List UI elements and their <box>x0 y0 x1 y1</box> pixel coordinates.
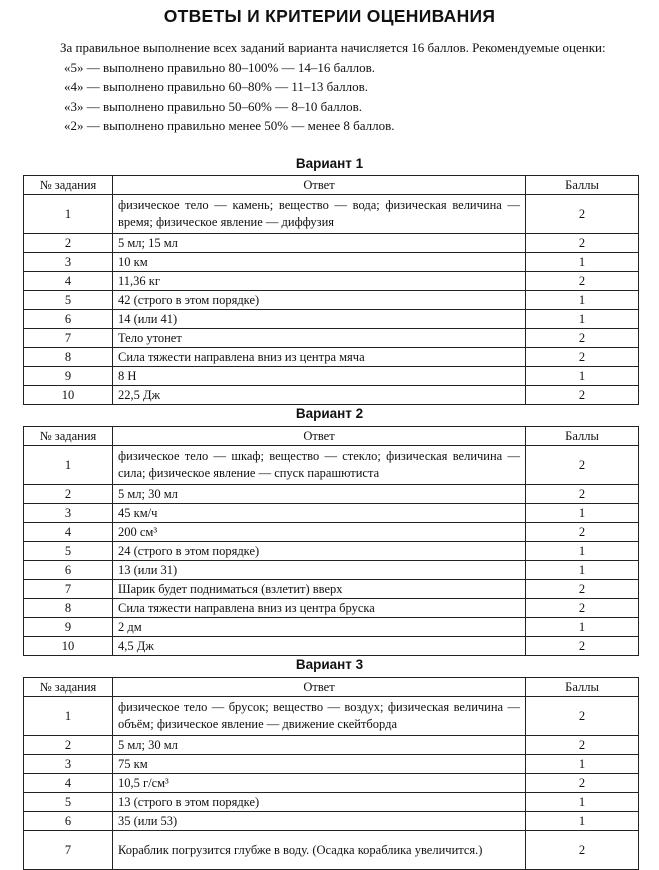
score-cell: 2 <box>526 348 639 367</box>
grade-item: «5» — выполнено правильно 80–100% — 14–16 баллов. <box>64 59 375 75</box>
score-cell: 2 <box>526 736 639 755</box>
score-cell: 2 <box>526 774 639 793</box>
table-row <box>24 542 639 561</box>
answer-cell: Сила тяжести направлена вниз из центра бруска <box>113 599 526 618</box>
score-cell: 2 <box>526 234 639 253</box>
task-number-cell: 2 <box>24 485 113 504</box>
score-cell: 2 <box>526 580 639 599</box>
answer-cell: 5 мл; 15 мл <box>113 234 526 253</box>
score-cell: 2 <box>526 386 639 405</box>
task-number-cell: 7 <box>24 580 113 599</box>
task-number-cell: 10 <box>24 637 113 656</box>
answer-cell: 4,5 Дж <box>113 637 526 656</box>
task-number-cell: 1 <box>24 446 113 485</box>
grade-item: «2» — выполнено правильно менее 50% — менее 8 баллов. <box>64 118 395 133</box>
task-number-cell: 3 <box>24 504 113 523</box>
table-header-row <box>24 176 639 195</box>
table-header-row <box>24 678 639 697</box>
answers-table <box>23 677 639 870</box>
task-number-cell: 6 <box>24 812 113 831</box>
score-cell: 1 <box>526 253 639 272</box>
answer-cell: 11,36 кг <box>113 272 526 291</box>
task-number-cell: 4 <box>24 523 113 542</box>
table-row <box>24 329 639 348</box>
answer-cell: Кораблик погрузится глубже в воду. (Осадка кораблика увеличится.) <box>113 831 526 870</box>
answer-cell: 5 мл; 30 мл <box>113 485 526 504</box>
answer-cell: 35 (или 53) <box>113 812 526 831</box>
task-number-cell: 2 <box>24 234 113 253</box>
answer-cell: Тело утонет <box>113 329 526 348</box>
table-row <box>24 348 639 367</box>
score-cell: 2 <box>526 831 639 870</box>
score-cell: 1 <box>526 367 639 386</box>
table-row <box>24 812 639 831</box>
grade-item: «3» — выполнено правильно 50–60% — 8–10 баллов. <box>64 98 362 114</box>
task-number-cell: 7 <box>24 831 113 870</box>
answer-cell: 10 км <box>113 253 526 272</box>
task-number-cell: 7 <box>24 329 113 348</box>
score-cell: 2 <box>526 195 639 234</box>
table-row <box>24 485 639 504</box>
score-cell: 2 <box>526 599 639 618</box>
score-cell: 2 <box>526 446 639 485</box>
answer-cell: 200 см³ <box>113 523 526 542</box>
table-row <box>24 580 639 599</box>
score-cell: 1 <box>526 561 639 580</box>
task-number-cell: 8 <box>24 348 113 367</box>
task-number-cell: 3 <box>24 253 113 272</box>
variant-title: Вариант 2 <box>295 406 364 421</box>
table-row <box>24 561 639 580</box>
column-header-answer: Ответ <box>113 176 526 195</box>
table-row <box>24 697 639 736</box>
intro-text: За правильное выполнение всех заданий варианта начисляется 16 баллов. Рекомендуемые оценки: <box>60 40 606 55</box>
table-header-row <box>24 427 639 446</box>
table-row <box>24 291 639 310</box>
table-row <box>24 618 639 637</box>
task-number-cell: 6 <box>24 561 113 580</box>
score-cell: 1 <box>526 812 639 831</box>
column-header-score: Баллы <box>526 176 639 195</box>
answer-cell: физическое тело — шкаф; вещество — стекло; физическая величина — сила; физическое явление — спуск парашютиста <box>113 446 526 485</box>
task-number-cell: 9 <box>24 367 113 386</box>
task-number-cell: 3 <box>24 755 113 774</box>
score-cell: 2 <box>526 697 639 736</box>
answers-table <box>23 175 639 405</box>
table-row <box>24 831 639 870</box>
task-number-cell: 5 <box>24 542 113 561</box>
table-row <box>24 310 639 329</box>
task-number-cell: 6 <box>24 310 113 329</box>
task-number-cell: 10 <box>24 386 113 405</box>
column-header-num: № задания <box>24 678 113 697</box>
task-number-cell: 1 <box>24 195 113 234</box>
page-title: ОТВЕТЫ И КРИТЕРИИ ОЦЕНИВАНИЯ <box>163 6 496 26</box>
grade-item: «4» — выполнено правильно 60–80% — 11–13 баллов. <box>64 79 368 94</box>
task-number-cell: 5 <box>24 793 113 812</box>
column-header-answer: Ответ <box>113 678 526 697</box>
column-header-score: Баллы <box>526 427 639 446</box>
column-header-num: № задания <box>24 427 113 446</box>
score-cell: 2 <box>526 329 639 348</box>
score-cell: 1 <box>526 542 639 561</box>
answer-cell: Шарик будет подниматься (взлетит) вверх <box>113 580 526 599</box>
task-number-cell: 4 <box>24 272 113 291</box>
answer-cell: 8 Н <box>113 367 526 386</box>
task-number-cell: 1 <box>24 697 113 736</box>
score-cell: 1 <box>526 310 639 329</box>
column-header-score: Баллы <box>526 678 639 697</box>
score-cell: 1 <box>526 755 639 774</box>
table-row <box>24 755 639 774</box>
table-row <box>24 637 639 656</box>
intro-block <box>30 38 630 136</box>
table-row <box>24 446 639 485</box>
column-header-num: № задания <box>24 176 113 195</box>
table-row <box>24 253 639 272</box>
table-row <box>24 523 639 542</box>
score-cell: 1 <box>526 618 639 637</box>
answer-cell: 14 (или 41) <box>113 310 526 329</box>
variant-title: Вариант 3 <box>295 657 364 672</box>
answer-cell: 22,5 Дж <box>113 386 526 405</box>
table-row <box>24 367 639 386</box>
table-row <box>24 272 639 291</box>
answer-cell: физическое тело — брусок; вещество — воздух; физическая величина — объём; физическое явление — движение скейтборда <box>113 697 526 736</box>
answers-table <box>23 426 639 656</box>
table-row <box>24 504 639 523</box>
table-row <box>24 736 639 755</box>
answer-cell: 5 мл; 30 мл <box>113 736 526 755</box>
score-cell: 2 <box>526 485 639 504</box>
answer-cell: 10,5 г/см³ <box>113 774 526 793</box>
answer-cell: 24 (строго в этом порядке) <box>113 542 526 561</box>
answer-cell: 75 км <box>113 755 526 774</box>
answer-cell: Сила тяжести направлена вниз из центра мяча <box>113 348 526 367</box>
table-row <box>24 599 639 618</box>
score-cell: 1 <box>526 504 639 523</box>
score-cell: 1 <box>526 291 639 310</box>
table-row <box>24 774 639 793</box>
table-row <box>24 234 639 253</box>
score-cell: 1 <box>526 793 639 812</box>
answer-cell: физическое тело — камень; вещество — вода; физическая величина — время; физическое явление — диффузия <box>113 195 526 234</box>
answer-cell: 13 (или 31) <box>113 561 526 580</box>
answer-cell: 2 дм <box>113 618 526 637</box>
answer-cell: 13 (строго в этом порядке) <box>113 793 526 812</box>
grade-list <box>30 58 630 136</box>
answer-cell: 42 (строго в этом порядке) <box>113 291 526 310</box>
variant-title: Вариант 1 <box>295 156 364 171</box>
task-number-cell: 4 <box>24 774 113 793</box>
task-number-cell: 9 <box>24 618 113 637</box>
score-cell: 2 <box>526 272 639 291</box>
column-header-answer: Ответ <box>113 427 526 446</box>
table-row <box>24 793 639 812</box>
task-number-cell: 5 <box>24 291 113 310</box>
task-number-cell: 8 <box>24 599 113 618</box>
table-row <box>24 386 639 405</box>
answer-cell: 45 км/ч <box>113 504 526 523</box>
score-cell: 2 <box>526 637 639 656</box>
table-row <box>24 195 639 234</box>
task-number-cell: 2 <box>24 736 113 755</box>
score-cell: 2 <box>526 523 639 542</box>
